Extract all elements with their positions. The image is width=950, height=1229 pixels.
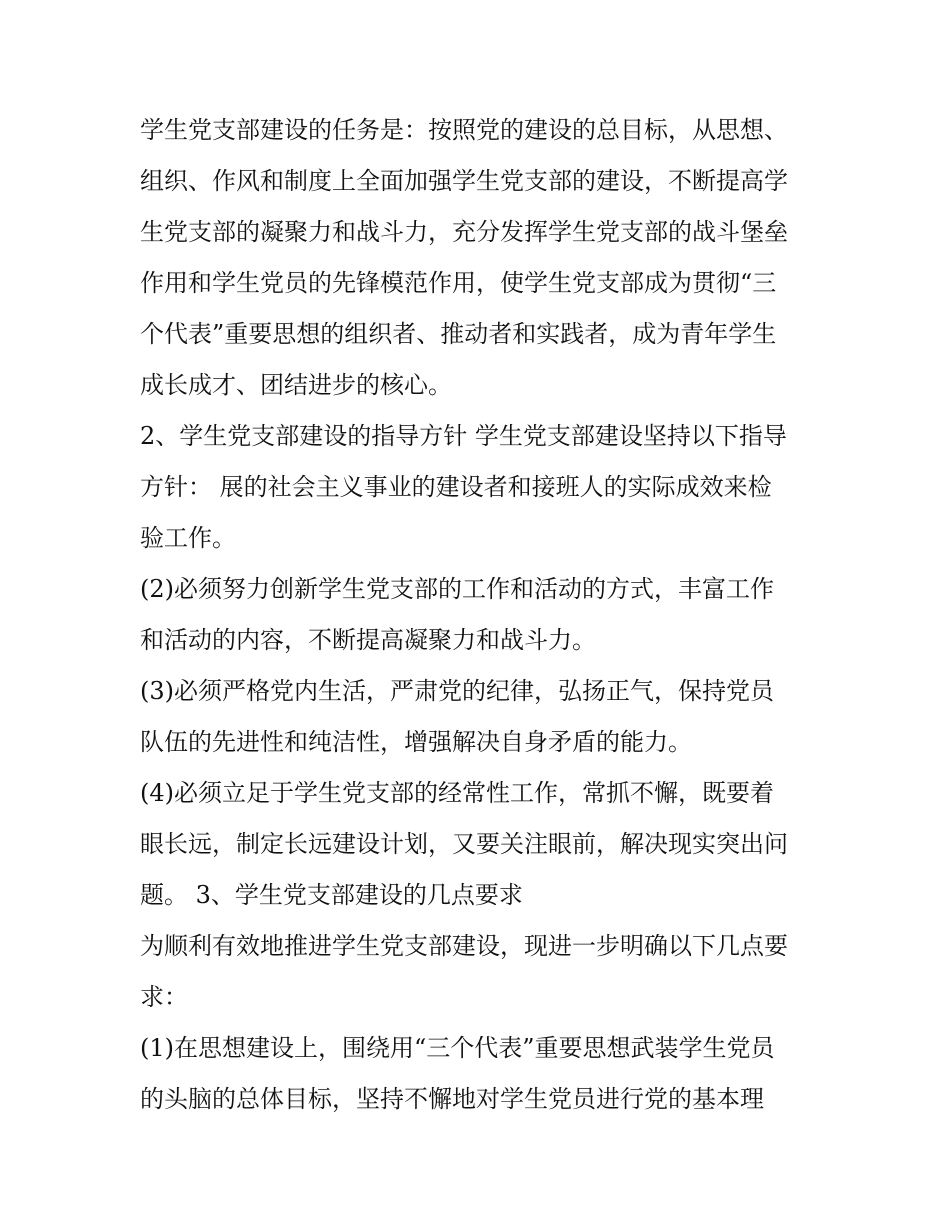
text-line: (1)在思想建设上，围绕用“三个代表”重要思想武装学生党员 bbox=[140, 1034, 775, 1062]
text-line: 和活动的内容，不断提高凝聚力和战斗力。 bbox=[140, 626, 596, 654]
text-line: 方针： 展的社会主义事业的建设者和接班人的实际成效来检 bbox=[140, 473, 772, 501]
text-line: 生党支部的凝聚力和战斗力，充分发挥学生党支部的战斗堡垒 bbox=[140, 218, 788, 246]
text-line: 作用和学生党员的先锋模范作用，使学生党支部成为贯彻“三 bbox=[140, 269, 777, 297]
text-line: 眼长远，制定长远建设计划，又要关注眼前，解决现实突出问 bbox=[140, 830, 788, 858]
text-line: 为顺利有效地推进学生党支部建设，现进一步明确以下几点要 bbox=[140, 932, 788, 960]
text-line: (2)必须努力创新学生党支部的工作和活动的方式，丰富工作 bbox=[140, 575, 774, 603]
text-line: 验工作。 bbox=[140, 524, 236, 552]
text-line: 队伍的先进性和纯洁性，增强解决自身矛盾的能力。 bbox=[140, 728, 692, 756]
text-line: 成长成才、团结进步的核心。 bbox=[140, 371, 452, 399]
text-line: 个代表”重要思想的组织者、推动者和实践者，成为青年学生 bbox=[140, 320, 777, 348]
text-line: 2、学生党支部建设的指导方针 学生党支部建设坚持以下指导 bbox=[140, 422, 787, 450]
text-line: 题。 3、学生党支部建设的几点要求 bbox=[140, 881, 523, 909]
text-line: (3)必须严格党内生活，严肃党的纪律，弘扬正气，保持党员 bbox=[140, 677, 774, 705]
text-line: 学生党支部建设的任务是：按照党的建设的总目标，从思想、 bbox=[140, 116, 788, 144]
text-line: 求： bbox=[140, 983, 188, 1011]
text-line: 的头脑的总体目标，坚持不懈地对学生党员进行党的基本理 bbox=[140, 1085, 764, 1113]
text-line: (4)必须立足于学生党支部的经常性工作，常抓不懈，既要着 bbox=[140, 779, 774, 807]
text-line: 组织、作风和制度上全面加强学生党支部的建设，不断提高学 bbox=[140, 167, 788, 195]
